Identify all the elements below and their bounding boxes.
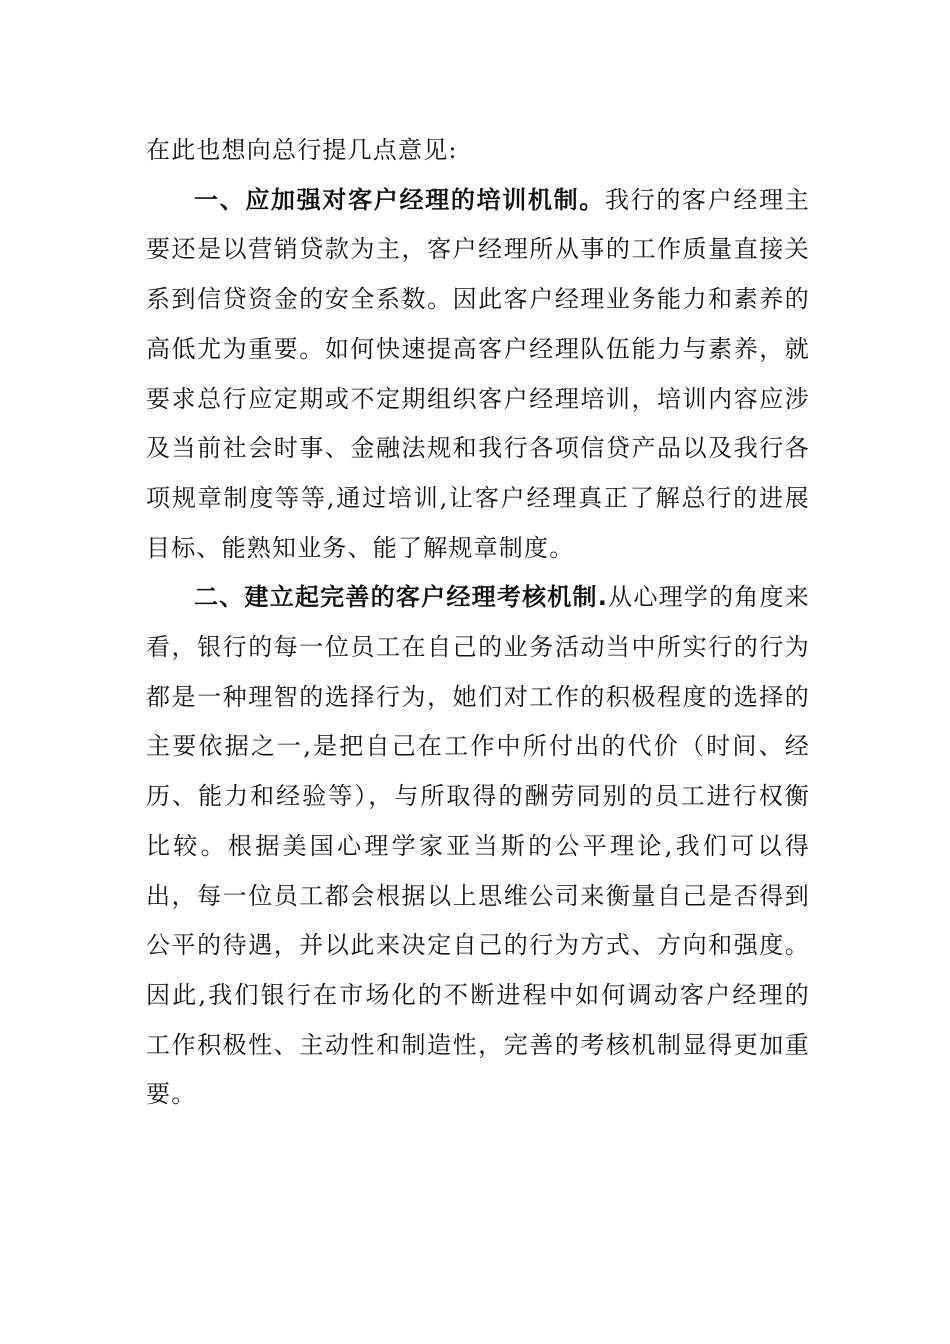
section-1-paragraph	[146, 176, 810, 574]
intro-paragraph: 在此也想向总行提几点意见:	[146, 136, 458, 164]
section-2-body: 从心理学的角度来看，银行的每一位员工在自己的业务活动当中所实行的行为都是一种理智的选择行为，她们对工作的积极程度的选择的主要依据之一,是把自己在工作中所付出的代价（时间、经历、能力和经验等），与所取得的酬劳同别的员工进行权衡比较。根据美国心理学家亚当斯的公平理论,我们可以得出，每一位员工都会根据以上思维公司来衡量自己是否得到公平的待遇，并以此来决定自己的行为方式、方向和强度。因此,我们银行在市场化的不断进程中如何调动客户经理的工作积极性、主动性和制造性，完善的考核机制显得更加重要。	[146, 583, 810, 1109]
section-2-paragraph	[146, 573, 810, 1120]
section-1-body: 我行的客户经理主要还是以营销贷款为主，客户经理所从事的工作质量直接关系到信贷资金的安全系数。因此客户经理业务能力和素养的高低尤为重要。如何快速提高客户经理队伍能力与素养，就要求总行应定期或不定期组织客户经理培训，培训内容应涉及当前社会时事、金融法规和我行各项信贷产品以及我行各项规章制度等等,通过培训,让客户经理真正了解总行的进展目标、能熟知业务、能了解规章制度。	[146, 185, 810, 562]
document-body	[146, 126, 810, 1120]
section-2-heading: 二、建立起完善的客户经理考核机制.	[194, 583, 609, 612]
section-1-heading: 一、应加强对客户经理的培训机制。	[194, 185, 605, 214]
